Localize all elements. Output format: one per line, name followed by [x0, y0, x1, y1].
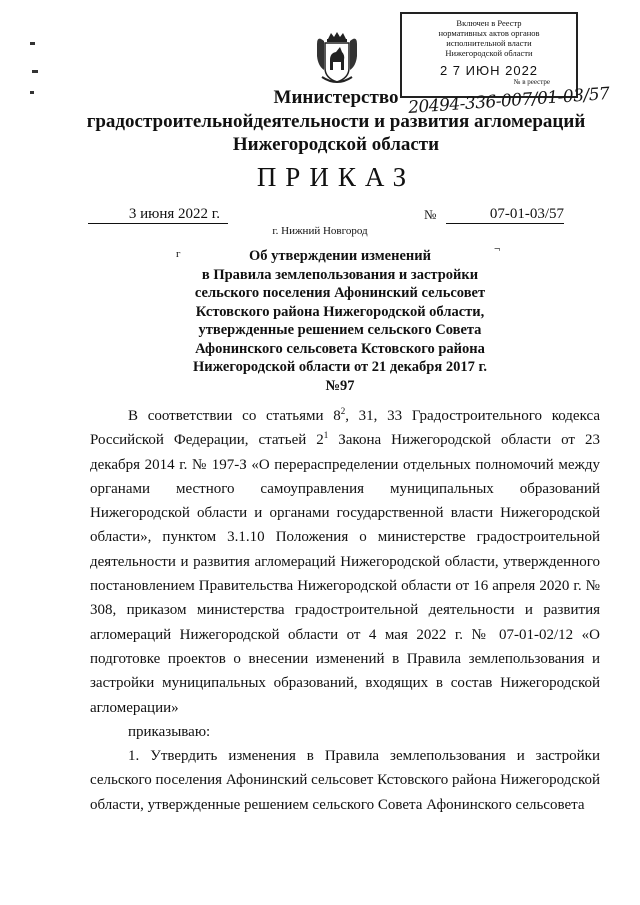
order-item: 1. Утвердить изменения в Правила землепользования и застройки сельского поселения Афонинский сельсовет Кстовского района Нижегородской области, утвержденные решением сельского Совета Афонинского сельсовета	[90, 748, 600, 813]
superscript: 2	[340, 406, 346, 416]
subject-line: Об утверждении изменений	[249, 248, 431, 264]
order-number: 07-01-03/57	[446, 206, 564, 224]
city: г. Нижний Новгород	[272, 225, 368, 237]
preamble-paragraph	[90, 404, 600, 720]
ministry-name-line: Нижегородской области	[232, 134, 440, 155]
preamble-text: Закона Нижегородской области от 23 декабря 2014 г. № 197-З «О перераспределении отдельных полномочий между органами местного самоуправления муниципальных образований Нижегородской области и органами государственной власти Нижегородской области», пунктом 3.1.10 Положения о министерстве градостроительной деятельности и развития агломераций Нижегородской области, утвержденного постановлением Правительства Нижегородской области от 16 апреля 2020 г. № 308, приказом министерства градостроительной деятельности и развития агломераций Нижегородской области от 4 мая 2022 г. № 07-01-02/12 «О подготовке проектов о внесении изменений в Правила землепользования и застройки муниципальных образований, входящих в состав Нижегородской агломерации»	[90, 432, 600, 716]
preamble-text: В соответствии со статьями 8	[128, 408, 341, 424]
stamp-date: 2 7 ИЮН 2022	[439, 63, 539, 78]
order-body	[90, 404, 600, 817]
order-date: 3 июня 2022 г.	[88, 206, 228, 224]
registry-number: 20494-336-007/01-03/57	[407, 83, 611, 119]
order-subject	[150, 247, 530, 395]
stamp-line: Включен в Реестр	[456, 18, 522, 28]
stamp-reg-label: № в реестре	[513, 78, 550, 86]
margin-mark	[32, 70, 38, 73]
subject-line: утвержденные решением сельского Совета	[198, 322, 482, 338]
registry-stamp	[400, 12, 578, 98]
coat-of-arms-icon	[314, 30, 360, 86]
superscript: 1	[323, 430, 329, 441]
stamp-line: исполнительной власти	[446, 38, 532, 48]
subject-line: в Правила землепользования и застройки	[201, 266, 479, 283]
stamp-line: Нижегородской области	[445, 48, 533, 58]
order-word: приказываю:	[128, 723, 211, 740]
subject-line: сельского поселения Афонинский сельсовет	[194, 285, 486, 301]
subject-line: №97	[325, 377, 355, 394]
stamp-line: нормативных актов органов	[438, 28, 540, 38]
corner-bracket-left: г	[176, 248, 181, 260]
preamble-text: , 31, 33 Градостроительного кодекса Российской Федерации, статьей 2	[90, 408, 600, 449]
ministry-name-line: Министерство	[273, 87, 399, 108]
margin-mark	[30, 42, 35, 45]
subject-line: Нижегородской области от 21 декабря 2017 г.	[192, 359, 488, 375]
number-sign: №	[424, 207, 437, 222]
subject-line: Кстовского района Нижегородской области,	[195, 303, 485, 320]
ministry-name-line: градостроительнойдеятельности и развития агломераций	[86, 111, 586, 132]
corner-bracket-right: ¬	[494, 243, 501, 255]
document-type-title: ПРИКАЗ	[256, 162, 416, 192]
subject-line: Афонинского сельсовета Кстовского района	[195, 340, 485, 357]
